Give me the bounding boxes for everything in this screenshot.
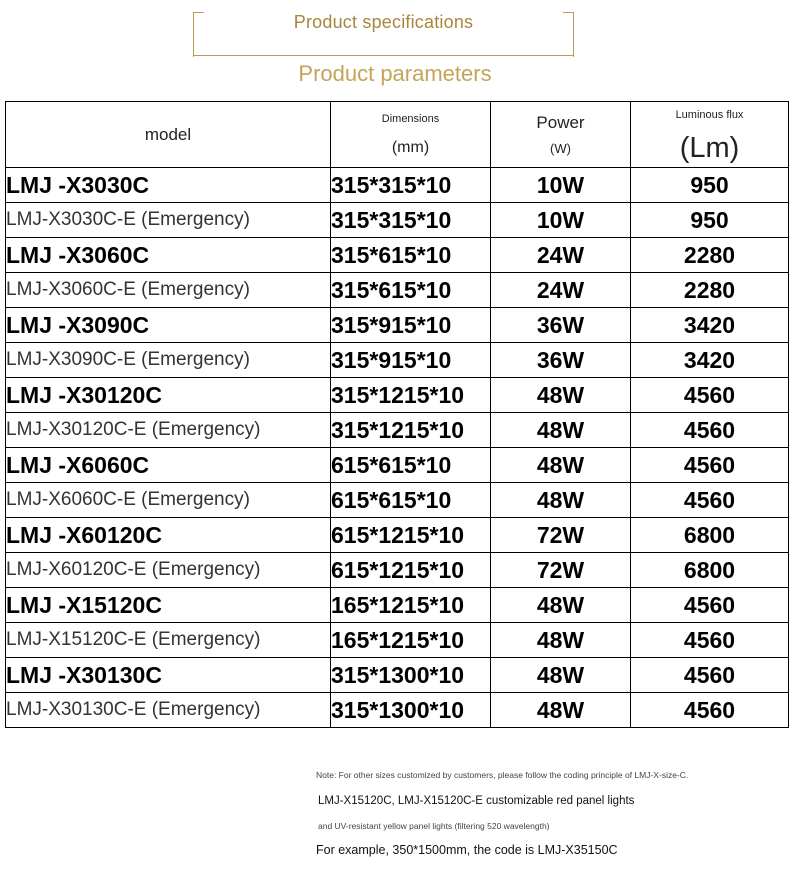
note-line-4: For example, 350*1500mm, the code is LMJ-X35150C [316, 843, 618, 857]
dimensions-cell: 615*1215*10 [331, 518, 491, 553]
model-cell: LMJ-X30130C-E (Emergency) [6, 693, 331, 728]
note-line-2: LMJ-X15120C, LMJ-X15120C-E customizable red panel lights [318, 795, 635, 807]
model-cell: LMJ -X30130C [6, 658, 331, 693]
table-row [6, 693, 789, 728]
flux-cell: 4560 [631, 448, 789, 483]
model-cell: LMJ -X3060C [6, 238, 331, 273]
model-cell: LMJ -X3090C [6, 308, 331, 343]
frame-bottom-line [193, 55, 574, 56]
dimensions-cell: 315*1300*10 [331, 658, 491, 693]
flux-cell: 2280 [631, 273, 789, 308]
model-cell: LMJ-X3090C-E (Emergency) [6, 343, 331, 378]
header-power-label: Power [536, 113, 585, 132]
model-cell: LMJ-X6060C-E (Emergency) [6, 483, 331, 518]
power-cell: 48W [491, 378, 631, 413]
title-frame [193, 12, 574, 56]
spec-title: Product specifications [293, 12, 474, 32]
power-cell: 36W [491, 343, 631, 378]
dimensions-cell: 315*915*10 [331, 343, 491, 378]
table-row [6, 378, 789, 413]
model-cell: LMJ -X3030C [6, 168, 331, 203]
dimensions-cell: 165*1215*10 [331, 588, 491, 623]
table-row [6, 553, 789, 588]
power-cell: 48W [491, 693, 631, 728]
power-cell: 10W [491, 168, 631, 203]
dimensions-cell: 315*315*10 [331, 168, 491, 203]
dimensions-cell: 615*615*10 [331, 483, 491, 518]
header-flux-unit: (Lm) [679, 131, 740, 164]
dimensions-cell: 315*1300*10 [331, 693, 491, 728]
param-title: Product parameters [298, 61, 492, 86]
flux-cell: 2280 [631, 238, 789, 273]
flux-cell: 6800 [631, 553, 789, 588]
model-cell: LMJ -X15120C [6, 588, 331, 623]
table-header-row [6, 102, 789, 168]
flux-cell: 4560 [631, 378, 789, 413]
power-cell: 48W [491, 483, 631, 518]
flux-cell: 4560 [631, 693, 789, 728]
spec-table [5, 101, 789, 728]
power-cell: 10W [491, 203, 631, 238]
dimensions-cell: 315*615*10 [331, 273, 491, 308]
table-row [6, 448, 789, 483]
power-cell: 48W [491, 658, 631, 693]
power-cell: 24W [491, 273, 631, 308]
dimensions-cell: 315*1215*10 [331, 413, 491, 448]
table-row [6, 623, 789, 658]
flux-cell: 3420 [631, 343, 789, 378]
note-line-1: Note: For other sizes customized by customers, please follow the coding principle of LMJ-X-size-C. [316, 770, 689, 780]
power-cell: 48W [491, 448, 631, 483]
header-dimensions-unit: (mm) [391, 138, 430, 156]
flux-cell: 6800 [631, 518, 789, 553]
model-cell: LMJ -X30120C [6, 378, 331, 413]
model-cell: LMJ -X60120C [6, 518, 331, 553]
flux-cell: 950 [631, 168, 789, 203]
power-cell: 48W [491, 413, 631, 448]
table-row [6, 658, 789, 693]
dimensions-cell: 615*615*10 [331, 448, 491, 483]
table-row [6, 413, 789, 448]
header-power-unit: (W) [550, 141, 571, 156]
power-cell: 48W [491, 623, 631, 658]
flux-cell: 4560 [631, 483, 789, 518]
dimensions-cell: 315*915*10 [331, 308, 491, 343]
dimensions-cell: 615*1215*10 [331, 553, 491, 588]
model-cell: LMJ-X60120C-E (Emergency) [6, 553, 331, 588]
table-row [6, 238, 789, 273]
note-line-3: and UV-resistant yellow panel lights (filtering 520 wavelength) [318, 821, 550, 831]
flux-cell: 4560 [631, 413, 789, 448]
model-cell: LMJ-X15120C-E (Emergency) [6, 623, 331, 658]
flux-cell: 4560 [631, 588, 789, 623]
header-flux-label: Luminous flux [675, 108, 744, 121]
table-row [6, 308, 789, 343]
header-dimensions-label: Dimensions [381, 112, 440, 125]
table-row [6, 518, 789, 553]
power-cell: 36W [491, 308, 631, 343]
dimensions-cell: 315*315*10 [331, 203, 491, 238]
model-cell: LMJ-X3060C-E (Emergency) [6, 273, 331, 308]
table-row [6, 483, 789, 518]
model-cell: LMJ-X30120C-E (Emergency) [6, 413, 331, 448]
table-row [6, 588, 789, 623]
flux-cell: 4560 [631, 658, 789, 693]
table-row [6, 168, 789, 203]
table-row [6, 343, 789, 378]
power-cell: 72W [491, 553, 631, 588]
header-luminous-flux [631, 102, 789, 168]
power-cell: 72W [491, 518, 631, 553]
header-power [491, 102, 631, 168]
header-model: model [6, 102, 331, 168]
dimensions-cell: 315*1215*10 [331, 378, 491, 413]
flux-cell: 950 [631, 203, 789, 238]
table-row [6, 203, 789, 238]
power-cell: 24W [491, 238, 631, 273]
model-cell: LMJ -X6060C [6, 448, 331, 483]
model-cell: LMJ-X3030C-E (Emergency) [6, 203, 331, 238]
dimensions-cell: 165*1215*10 [331, 623, 491, 658]
flux-cell: 3420 [631, 308, 789, 343]
flux-cell: 4560 [631, 623, 789, 658]
power-cell: 48W [491, 588, 631, 623]
dimensions-cell: 315*615*10 [331, 238, 491, 273]
table-row [6, 273, 789, 308]
header-dimensions [331, 102, 491, 168]
